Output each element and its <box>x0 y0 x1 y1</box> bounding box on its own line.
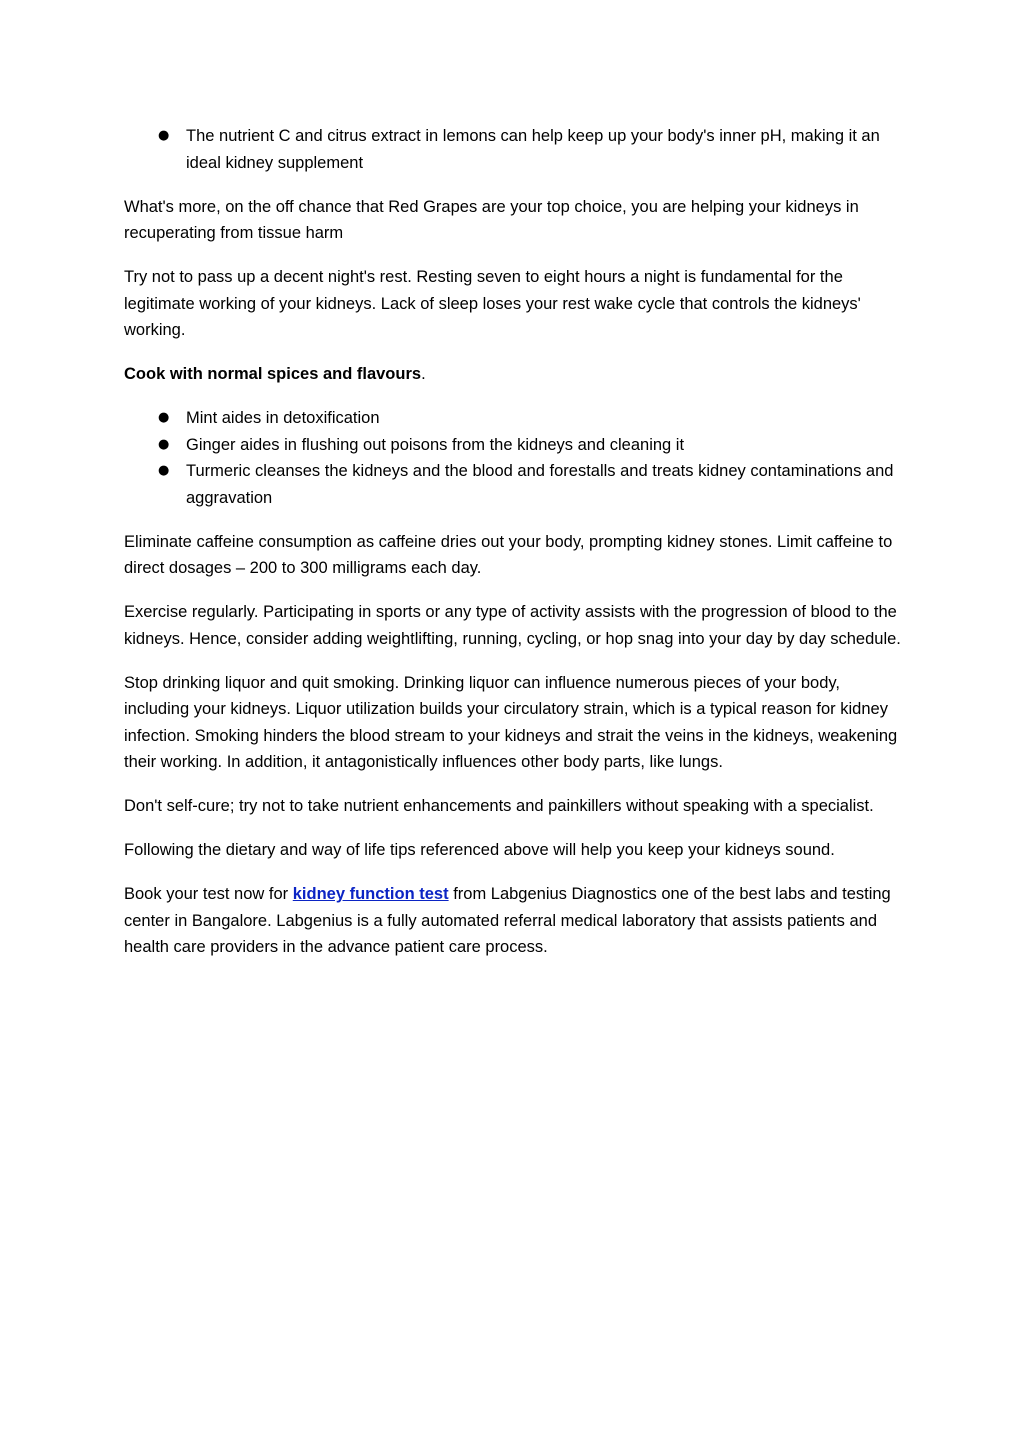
bullet-icon: ● <box>158 410 170 425</box>
spices-heading-text: Cook with normal spices and flavours <box>124 365 422 383</box>
paragraph-self-cure: Don't self-cure; try not to take nutrient enhancements and painkillers without speaking with a specialist. <box>124 797 874 815</box>
spices-list <box>124 405 904 511</box>
list-item <box>124 405 904 432</box>
list-item <box>124 458 904 511</box>
list-item-text: Turmeric cleanses the kidneys and the blood and forestalls and treats kidney contaminations and aggravation <box>186 462 894 507</box>
bullet-icon: ● <box>158 463 170 478</box>
paragraph-red-grapes: What's more, on the off chance that Red Grapes are your top choice, you are helping your kidneys in recuperating from tissue harm <box>124 197 859 242</box>
spices-heading-period: . <box>421 365 426 383</box>
list-item-text: Ginger aides in flushing out poisons from the kidneys and cleaning it <box>186 435 685 454</box>
paragraph-caffeine: Eliminate caffeine consumption as caffeine dries out your body, prompting kidney stones. Limit caffeine to direct dosages – 200 to 300 milligrams each day. <box>124 532 893 577</box>
paragraph-exercise: Exercise regularly. Participating in sports or any type of activity assists with the progression of blood to the kidneys. Hence, consider adding weightlifting, running, cycling, or hop snag into your day by day schedule. <box>124 603 901 648</box>
lemon-list <box>124 123 904 176</box>
document-page <box>124 123 904 978</box>
paragraph-sleep: Try not to pass up a decent night's rest. Resting seven to eight hours a night is fundamental for the legitimate working of your kidneys. Lack of sleep loses your rest wake cycle that controls the kidneys' working. <box>124 268 861 339</box>
list-item-text: Mint aides in detoxification <box>186 409 380 427</box>
list-item <box>124 123 904 176</box>
book-test-intro: Book your test now for <box>124 885 293 903</box>
bullet-icon: ● <box>158 128 170 143</box>
paragraph-book-test <box>124 881 904 961</box>
paragraph-tips-summary: Following the dietary and way of life tips referenced above will help you keep your kidneys sound. <box>124 841 835 859</box>
paragraph-liquor-smoking: Stop drinking liquor and quit smoking. Drinking liquor can influence numerous pieces of your body, including your kidneys. Liquor utilization builds your circulatory strain, which is a typical reason for kidney infection. Smoking hinders the blood stream to your kidneys and strait the veins in the kidneys, weakening their working. In addition, it antagonistically influences other body parts, like lungs. <box>124 673 898 771</box>
spices-heading <box>124 361 904 388</box>
book-test-details: from Labgenius Diagnostics one of the best labs and testing center in Bangalore. Labgenius is a fully automated referral medical laboratory that assists patients and health care providers in the advance patient care process. <box>124 885 891 956</box>
list-item <box>124 432 904 459</box>
list-item-text: The nutrient C and citrus extract in lemons can help keep up your body's inner pH, making it an ideal kidney supplement <box>186 127 880 172</box>
bullet-icon: ● <box>158 436 170 452</box>
kidney-function-test-link[interactable]: kidney function test <box>292 885 449 903</box>
